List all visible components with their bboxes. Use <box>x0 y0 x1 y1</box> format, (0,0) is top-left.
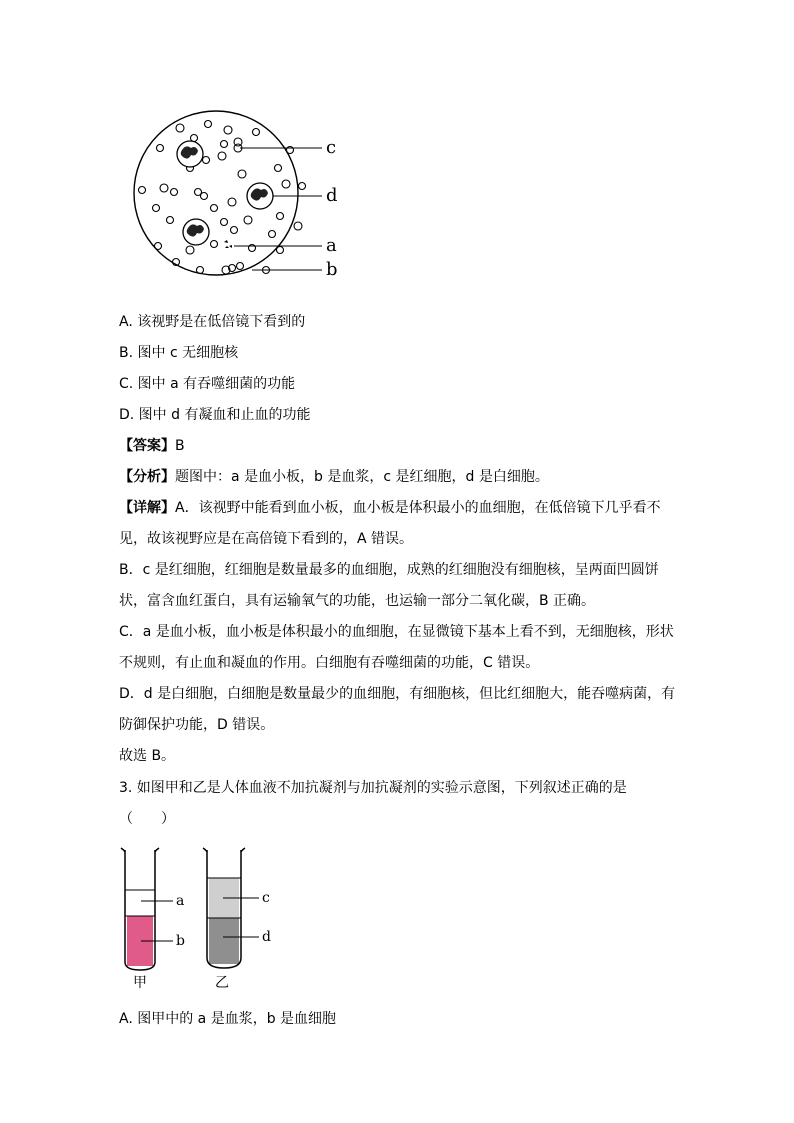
q2-option-c: C. 图中 a 有吞噬细菌的功能 <box>119 376 296 392</box>
answer-tag: 【答案】 <box>119 438 175 454</box>
tube-yi <box>203 848 245 968</box>
tube-jia <box>121 848 159 970</box>
q3-option-a: A. 图甲中的 a 是血浆，b 是血细胞 <box>119 1011 337 1027</box>
detail-line-5: C．a 是血小板，血小板是体积最小的血细胞，在显微镜下基本上看不到，无细胞核，形状 <box>119 624 674 640</box>
test-tubes-figure <box>115 840 290 995</box>
tube-yi-label-c: c <box>262 890 270 906</box>
tube-yi-name: 乙 <box>215 975 229 991</box>
q2-option-d: D. 图中 d 有凝血和止血的功能 <box>119 407 311 423</box>
label-b: b <box>326 259 338 280</box>
tube-jia-label-b: b <box>176 933 185 949</box>
tube-jia-label-a: a <box>176 893 185 909</box>
label-a: a <box>326 235 337 256</box>
detail-line-7: D．d 是白细胞，白细胞是数量最少的血细胞，有细胞核，但比红细胞大，能吞噬病菌，有 <box>119 686 676 702</box>
label-d: d <box>326 185 338 206</box>
tube-yi-label-d: d <box>262 929 271 945</box>
red-blood-cells <box>139 121 306 275</box>
conclusion-line: 故选 B。 <box>119 748 176 764</box>
q2-option-a: A. 该视野是在低倍镜下看到的 <box>119 314 306 330</box>
detail-tag: 【详解】 <box>119 500 175 516</box>
detail-line-3: B．c 是红细胞，红细胞是数量最多的血细胞，成熟的红细胞没有细胞核，呈两面凹圆饼 <box>119 562 659 578</box>
detail-text: A．该视野中能看到血小板，血小板是体积最小的血细胞，在低倍镜下几乎看不 <box>175 500 661 516</box>
analysis-text: 题图中：a 是血小板，b 是血浆，c 是红细胞，d 是白细胞。 <box>175 469 549 485</box>
detail-line-1 <box>119 498 661 518</box>
q2-option-b: B. 图中 c 无细胞核 <box>119 345 239 361</box>
answer-line <box>119 436 185 456</box>
field-of-view-circle <box>134 111 298 275</box>
answer-value: B <box>175 438 185 454</box>
q3-bracket: （ ） <box>119 811 175 827</box>
white-blood-cells <box>177 141 273 245</box>
detail-line-4: 状，富含血红蛋白，具有运输氧气的功能，也运输一部分二氧化碳，B 正确。 <box>119 593 596 609</box>
detail-line-6: 不规则，有止血和凝血的作用。白细胞有吞噬细菌的功能，C 错误。 <box>119 655 540 671</box>
detail-line-8: 防御保护功能，D 错误。 <box>119 717 275 733</box>
platelets <box>224 240 232 248</box>
q3-stem: 3. 如图甲和乙是人体血液不加抗凝剂与加抗凝剂的实验示意图，下列叙述正确的是 <box>119 780 627 796</box>
analysis-line <box>119 467 549 487</box>
tube-jia-name: 甲 <box>133 975 147 991</box>
label-c: c <box>326 137 337 158</box>
detail-line-2: 见，故该视野应是在高倍镜下看到的，A 错误。 <box>119 531 414 547</box>
analysis-tag: 【分析】 <box>119 469 175 485</box>
blood-smear-figure <box>130 110 350 290</box>
